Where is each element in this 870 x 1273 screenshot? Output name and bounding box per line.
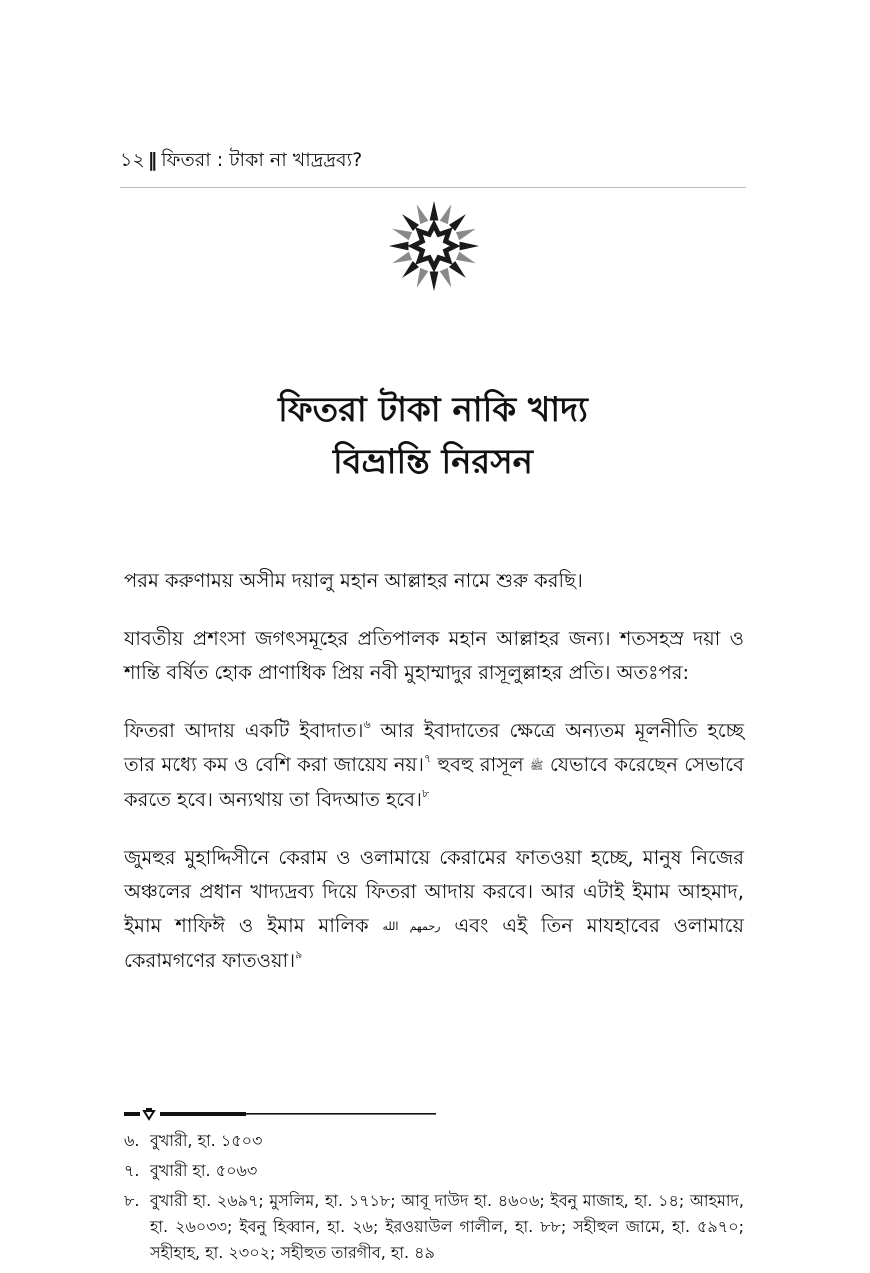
- paragraph-text: আর ইবাদাতের ক্ষেত্রে অন্যতম মূলনীতি হচ্ছে তার মধ্যে কম ও বেশি করা জায়েয নয়।: [124, 719, 744, 776]
- ornament-petal: [430, 201, 439, 221]
- ornament-star: [413, 225, 455, 267]
- paragraph-text: এবং এই তিন মাযহাবের ওলামায়ে কেরামগণের ফাতওয়া।: [124, 914, 744, 972]
- footnote-text: বুখারী হা. ৫০৬৩: [150, 1161, 258, 1180]
- header-rule: [120, 187, 746, 188]
- jumhur-paragraph: [124, 841, 744, 978]
- footnote-number: ৬.: [124, 1131, 140, 1150]
- ornament-petal: [392, 252, 412, 264]
- footnote-ref-9: ৯: [295, 948, 303, 961]
- footnote-item: [124, 1158, 744, 1184]
- praise-paragraph: যাবতীয় প্রশংসা জগৎসমূহের প্রতিপালক মহান আল্লাহর জন্য। শতসহস্র দয়া ও শান্তি বর্ষিত হোক প্রাণাধিক প্রিয় নবী মুহাম্মাদুর রাসূলুল্লাহর প্রতি। অতঃপর:: [124, 627, 744, 684]
- rahimahumullah-honorific: رحمهم الله: [382, 920, 441, 933]
- ornament-petal: [392, 229, 412, 241]
- paragraph-text: হুবহু রাসূল: [431, 753, 531, 776]
- footnote-text: বুখারী, হা. ১৫০৩: [150, 1131, 263, 1150]
- chapter-title-line-2: বিভ্রান্তি নিরসন: [333, 442, 533, 482]
- footnote-item: [124, 1128, 744, 1154]
- salawat-honorific: ﷺ: [530, 759, 544, 772]
- ornament-petal: [417, 204, 429, 224]
- paragraph-text: জুমহুর মুহাদ্দিসীনে কেরাম ও ওলামায়ে কেরামের ফাতওয়া হচ্ছে, মানুষ নিজের অঞ্চলের প্রধান খাদ্যদ্রব্য দিয়ে ফিতরা আদায় করবে। আর এটাই ইমাম আহমাদ, ইমাম শাফিঈ ও ইমাম মালিক: [124, 846, 744, 937]
- book-title: ফিতরা : টাকা না খাদ্রদ্রব্য?: [161, 149, 363, 171]
- ornament-petal: [440, 268, 452, 288]
- ornament-petal: [456, 229, 476, 241]
- footnote-ref-8: ৮: [421, 787, 430, 800]
- chapter-title-line-1: ফিতরা টাকা নাকি খাদ্য: [278, 390, 588, 430]
- paragraph-text: ফিতরা আদায় একটি ইবাদাত।: [124, 719, 364, 742]
- ornament-petal: [440, 204, 452, 224]
- footnote-number: ৮.: [124, 1191, 140, 1210]
- running-head-separator: ‖: [147, 149, 158, 171]
- chapter-title: [120, 384, 746, 488]
- footnote-number: ৭.: [124, 1161, 140, 1180]
- paragraph-text: যেভাবে করেছেন সেভাবে করতে হবে। অন্যথায় তা বিদআত হবে।: [124, 753, 744, 811]
- ornament-petal: [456, 252, 476, 264]
- ornament-petal: [430, 272, 439, 292]
- ornament-petal: [389, 242, 409, 251]
- ibadah-paragraph: [124, 714, 744, 817]
- geometric-star-rosette-icon: [386, 196, 482, 296]
- ornament-petal: [460, 242, 480, 251]
- footnote-item: [124, 1188, 744, 1266]
- footnotes: [124, 1128, 744, 1270]
- bismillah-paragraph: পরম করুণাময় অসীম দয়ালু মহান আল্লাহর নামে শুরু করছি।: [124, 569, 583, 592]
- footnote-ref-6: ৬: [363, 718, 371, 731]
- footnote-ref-7: ৭: [424, 752, 432, 765]
- footnote-text: বুখারী হা. ২৬৯৭; মুসলিম, হা. ১৭১৮; আবূ দাউদ হা. ৪৬০৬; ইবনু মাজাহ, হা. ১৪; আহমাদ, হা. ২৬০৩৩; ইবনু হিব্বান, হা. ২৬; ইরওয়াউল গালীল, হা. ৮৮; সহীহুল জামে, হা. ৫৯৭০; সহীহাহ, হা. ২৩০২; সহীহুত তারগীব, হা. ৪৯: [150, 1191, 744, 1262]
- page-number: ১২: [120, 149, 145, 171]
- running-head: [120, 148, 362, 172]
- footnote-divider: [124, 1106, 436, 1122]
- main-text: [124, 564, 744, 1002]
- ornament-petal: [417, 268, 429, 288]
